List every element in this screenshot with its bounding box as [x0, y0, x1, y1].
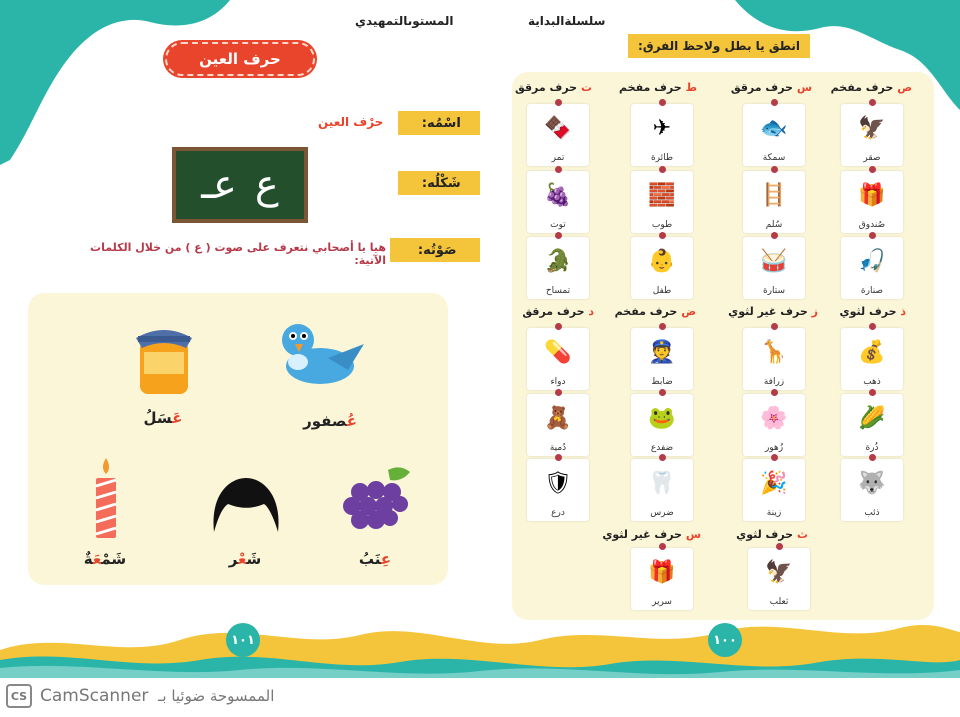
- card-picture: 🛡: [544, 471, 572, 496]
- hair-image: [210, 474, 282, 534]
- card-caption: درع: [551, 508, 565, 518]
- card-picture: 🦅: [858, 116, 886, 141]
- pin-icon: [869, 166, 876, 173]
- pin-icon: [869, 99, 876, 106]
- pin-icon: [555, 454, 562, 461]
- series-title: سلسلةالبداية: [528, 14, 606, 28]
- col-header-seen: س حرف مرقق: [730, 81, 812, 94]
- sound-instruction: هيا يا أصحابي نتعرف على صوت ( ع ) من خلال الكلمات الآتية:: [90, 241, 386, 267]
- letter-isolated-form: ع: [254, 162, 279, 208]
- card-mid-1-0: [743, 328, 805, 390]
- col-header-thal: ذ حرف لثوي: [839, 305, 906, 318]
- card-caption: زُهور: [764, 443, 784, 453]
- instruction-banner: انطق يا بطل ولاحظ الفرق:: [628, 34, 810, 58]
- card-picture: 👶: [648, 249, 676, 274]
- card-picture: 🦷: [648, 471, 676, 496]
- card-picture: 🎣: [858, 249, 886, 274]
- card-caption: تمساح: [545, 286, 571, 296]
- lesson-title: حرف العين: [165, 42, 315, 76]
- card-picture: 🥁: [760, 249, 788, 274]
- card-caption: ذهب: [863, 377, 881, 387]
- card-mid-2-1: [631, 394, 693, 456]
- pin-icon: [869, 323, 876, 330]
- pin-icon: [771, 166, 778, 173]
- card-picture: 💊: [544, 340, 572, 365]
- card-picture: 🦒: [760, 340, 788, 365]
- col-header-dad: ض حرف مفخم: [614, 305, 696, 318]
- page-number-left: ١٠١: [226, 623, 260, 657]
- card-picture: 🐺: [858, 471, 886, 496]
- card-picture: 🐟: [760, 116, 788, 141]
- letter-medial-form: عـ: [201, 162, 237, 208]
- card-caption: تمر: [551, 153, 565, 163]
- col-header-sad: ص حرف مفخم: [830, 81, 912, 94]
- pin-icon: [659, 166, 666, 173]
- pin-icon: [869, 389, 876, 396]
- col-header-taa-heavy: ط حرف مفخم: [619, 81, 697, 94]
- sound-label: صَوْتُه :: [390, 238, 480, 262]
- card-bottom-1-0: [631, 548, 693, 610]
- candle-image: [88, 456, 124, 540]
- card-top-0-2: [841, 237, 903, 299]
- card-mid-1-1: [743, 394, 805, 456]
- word-asfour: عُصفور: [303, 412, 357, 430]
- card-mid-0-0: [841, 328, 903, 390]
- pin-icon: [659, 454, 666, 461]
- pin-icon: [869, 232, 876, 239]
- col-header-zay: ز حرف غير لثوي: [728, 305, 818, 318]
- card-top-2-2: [631, 237, 693, 299]
- col-header-seen-nonlisp: س حرف غير لثوي: [602, 528, 701, 541]
- card-picture: 🐊: [544, 249, 572, 274]
- pin-icon: [771, 389, 778, 396]
- card-caption: صُندوق: [858, 220, 886, 230]
- card-picture: 👮: [648, 340, 676, 365]
- card-caption: دُمية: [549, 443, 567, 453]
- card-caption: سُلم: [765, 220, 783, 230]
- card-bottom-0-0: [748, 548, 810, 610]
- card-caption: سمكة: [762, 153, 786, 163]
- card-top-2-1: [631, 171, 693, 233]
- card-caption: ستارة: [762, 286, 786, 296]
- card-mid-3-0: [527, 328, 589, 390]
- card-caption: دواء: [550, 377, 566, 387]
- card-picture: 🧸: [544, 406, 572, 431]
- card-caption: زينة: [766, 508, 782, 518]
- pin-icon: [659, 323, 666, 330]
- page-number-right: ١٠٠: [708, 623, 742, 657]
- card-caption: زرافة: [763, 377, 785, 387]
- card-caption: ضرس: [650, 508, 674, 518]
- col-header-taa: ت حرف مرقق: [514, 81, 592, 94]
- card-picture: 🧱: [648, 183, 676, 208]
- card-picture: 🎉: [760, 471, 788, 496]
- card-top-1-2: [743, 237, 805, 299]
- word-enab: عِنَبُ: [358, 550, 392, 568]
- bird-image: [268, 318, 368, 393]
- card-top-3-2: [527, 237, 589, 299]
- card-caption: ضابط: [651, 377, 673, 387]
- card-caption: ضفدع: [650, 443, 674, 453]
- card-mid-2-0: [631, 328, 693, 390]
- card-top-1-1: [743, 171, 805, 233]
- pin-icon: [771, 99, 778, 106]
- card-top-0-1: [841, 171, 903, 233]
- card-top-2-0: [631, 104, 693, 166]
- card-picture: 🦅: [765, 560, 793, 585]
- card-mid-0-2: [841, 459, 903, 521]
- pin-icon: [555, 166, 562, 173]
- card-mid-0-1: [841, 394, 903, 456]
- card-caption: سرير: [652, 597, 672, 607]
- grapes-image: [340, 464, 416, 534]
- card-caption: صنارة: [860, 286, 884, 296]
- card-picture: 🍇: [544, 183, 572, 208]
- pin-icon: [771, 232, 778, 239]
- camscanner-prefix: الممسوحة ضوئيا بـ: [158, 687, 275, 705]
- letter-shape-board: [172, 147, 308, 223]
- card-picture: ✈: [652, 116, 672, 141]
- card-picture: 🌽: [858, 406, 886, 431]
- card-caption: ذُرة: [865, 443, 879, 453]
- pin-icon: [555, 389, 562, 396]
- card-picture: 🍫: [544, 116, 572, 141]
- camscanner-logo: CS: [6, 684, 32, 708]
- name-label: اسْمُه :: [398, 111, 480, 135]
- pin-icon: [555, 232, 562, 239]
- card-top-1-0: [743, 104, 805, 166]
- card-picture: 🪜: [760, 183, 788, 208]
- word-shaar: شَعْر: [228, 550, 262, 568]
- pin-icon: [869, 454, 876, 461]
- card-caption: صقر: [863, 153, 881, 163]
- card-picture: 🎁: [858, 183, 886, 208]
- name-value: حرْف العين: [318, 115, 384, 129]
- pin-icon: [659, 389, 666, 396]
- card-caption: طفل: [652, 286, 672, 296]
- word-shamaa: شَمْعَةٌ: [83, 550, 127, 568]
- word-asal: عَسَلُ: [143, 409, 183, 427]
- pin-icon: [555, 99, 562, 106]
- level-title: المستوىالتمهيدي: [355, 14, 454, 28]
- card-mid-3-2: [527, 459, 589, 521]
- pin-icon: [659, 99, 666, 106]
- card-caption: طائرة: [650, 153, 674, 163]
- card-picture: 🎁: [648, 560, 676, 585]
- card-picture: 🌸: [760, 406, 788, 431]
- card-caption: طوب: [651, 220, 673, 230]
- card-caption: ثعلب: [769, 597, 789, 607]
- pin-icon: [659, 232, 666, 239]
- pin-icon: [776, 543, 783, 550]
- camscanner-text: CamScanner: [40, 686, 149, 706]
- col-header-dal: د حرف مرقق: [522, 305, 594, 318]
- card-top-3-1: [527, 171, 589, 233]
- card-mid-2-2: [631, 459, 693, 521]
- card-top-3-0: [527, 104, 589, 166]
- honey-jar-image: [134, 322, 194, 397]
- col-header-thaa: ث حرف لثوي: [736, 528, 808, 541]
- pin-icon: [771, 454, 778, 461]
- card-mid-1-2: [743, 459, 805, 521]
- card-caption: توت: [550, 220, 566, 230]
- pin-icon: [659, 543, 666, 550]
- words-panel: [28, 293, 448, 585]
- card-caption: ذئب: [864, 508, 880, 518]
- card-picture: 💰: [858, 340, 886, 365]
- card-mid-3-1: [527, 394, 589, 456]
- card-picture: 🐸: [648, 406, 676, 431]
- shape-label: شَكْلُه :: [398, 171, 480, 195]
- pin-icon: [771, 323, 778, 330]
- pin-icon: [555, 323, 562, 330]
- card-top-0-0: [841, 104, 903, 166]
